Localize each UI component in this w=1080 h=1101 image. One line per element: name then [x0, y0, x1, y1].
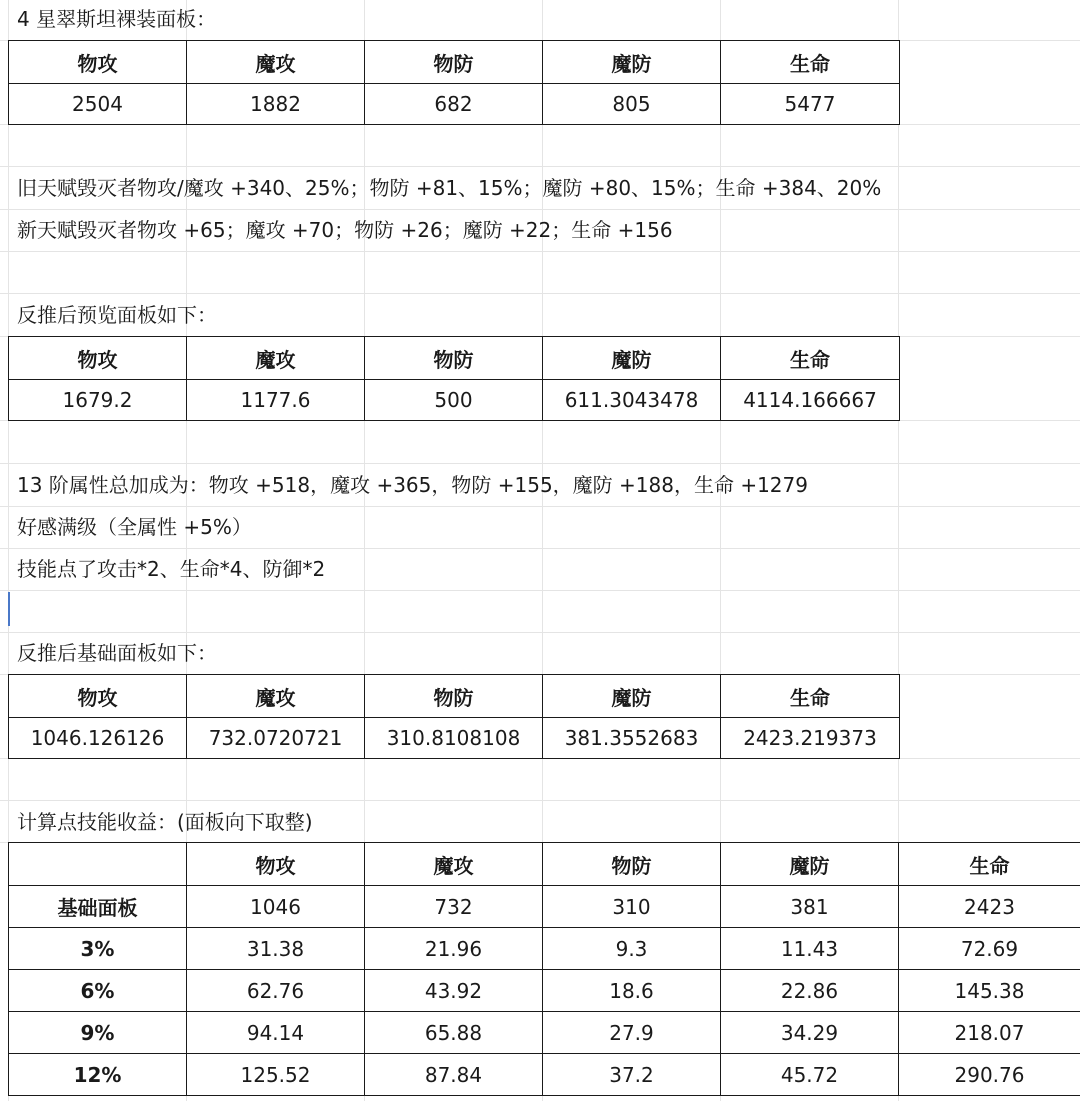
value-cell: 1679.2 [9, 380, 187, 421]
header-cell-phys-def: 物防 [365, 337, 543, 380]
grid-line [0, 800, 1080, 801]
header-cell-mag-def: 魔防 [543, 41, 721, 84]
table-row [9, 380, 900, 421]
value-cell: 4114.166667 [721, 380, 900, 421]
header-cell-phys-def: 物防 [365, 675, 543, 718]
header-cell-hp: 生命 [721, 337, 900, 380]
grid-line [0, 166, 1080, 167]
table-row [9, 1054, 1080, 1096]
table-row [9, 970, 1080, 1012]
value-cell: 1046.126126 [9, 718, 187, 759]
header-cell-mag-def: 魔防 [543, 337, 721, 380]
preview-panel-title: 反推后预览面板如下： [17, 303, 217, 327]
value-cell: 5477 [721, 84, 900, 125]
skill-points-note: 技能点了攻击*2、生命*4、防御*2 [17, 557, 326, 581]
header-cell-phys-def: 物防 [543, 843, 721, 886]
table-row [9, 84, 900, 125]
table-row [9, 928, 1080, 970]
value-cell: 145.38 [899, 970, 1080, 1012]
old-talent-note: 旧天赋毁灭者物攻/魔攻 +340、25%；物防 +81、15%；魔防 +80、15%；生命 +384、20% [17, 176, 882, 200]
value-cell: 65.88 [365, 1012, 543, 1054]
header-cell-phys-def: 物防 [365, 41, 543, 84]
grid-line [0, 506, 1080, 507]
value-cell: 37.2 [543, 1054, 721, 1096]
header-cell-phys-atk: 物攻 [9, 337, 187, 380]
table-header-row [9, 675, 900, 718]
header-cell-mag-atk: 魔攻 [365, 843, 543, 886]
value-cell: 2423 [899, 886, 1080, 928]
value-cell: 381.3552683 [543, 718, 721, 759]
grid-line [0, 463, 1080, 464]
table-header-row [9, 337, 900, 380]
header-cell-mag-def: 魔防 [543, 675, 721, 718]
row-label: 3% [9, 928, 187, 970]
value-cell: 611.3043478 [543, 380, 721, 421]
value-cell: 125.52 [187, 1054, 365, 1096]
value-cell: 45.72 [721, 1054, 899, 1096]
header-cell-hp: 生命 [899, 843, 1080, 886]
table-row [9, 1012, 1080, 1054]
value-cell: 18.6 [543, 970, 721, 1012]
value-cell: 805 [543, 84, 721, 125]
value-cell: 1882 [187, 84, 365, 125]
grid-line [0, 209, 1080, 210]
value-cell: 732 [365, 886, 543, 928]
value-cell: 72.69 [899, 928, 1080, 970]
value-cell: 9.3 [543, 928, 721, 970]
bare-panel-title: 4 星翠斯坦裸装面板： [17, 7, 217, 31]
skill-gain-table [8, 842, 1080, 1096]
header-cell-phys-atk: 物攻 [187, 843, 365, 886]
value-cell: 1046 [187, 886, 365, 928]
new-talent-note: 新天赋毁灭者物攻 +65；魔攻 +70；物防 +26；魔防 +22；生命 +156 [17, 218, 673, 242]
header-cell-hp: 生命 [721, 41, 900, 84]
header-cell-mag-atk: 魔攻 [187, 675, 365, 718]
row-label: 9% [9, 1012, 187, 1054]
grid-line [0, 293, 1080, 294]
row-label: 基础面板 [9, 886, 187, 928]
value-cell: 94.14 [187, 1012, 365, 1054]
corner-cell [9, 843, 187, 886]
bare-panel-table [8, 40, 900, 125]
header-cell-mag-atk: 魔攻 [187, 337, 365, 380]
value-cell: 62.76 [187, 970, 365, 1012]
header-cell-hp: 生命 [721, 675, 900, 718]
header-cell-mag-atk: 魔攻 [187, 41, 365, 84]
table-row [9, 718, 900, 759]
grid-line [0, 548, 1080, 549]
value-cell: 2423.219373 [721, 718, 900, 759]
value-cell: 310 [543, 886, 721, 928]
grid-line [0, 590, 1080, 591]
row-label: 6% [9, 970, 187, 1012]
base-panel-table [8, 674, 900, 759]
value-cell: 2504 [9, 84, 187, 125]
value-cell: 31.38 [187, 928, 365, 970]
value-cell: 87.84 [365, 1054, 543, 1096]
value-cell: 310.8108108 [365, 718, 543, 759]
row-label: 12% [9, 1054, 187, 1096]
value-cell: 43.92 [365, 970, 543, 1012]
value-cell: 21.96 [365, 928, 543, 970]
value-cell: 381 [721, 886, 899, 928]
stage-bonus-note: 13 阶属性总加成为：物攻 +518，魔攻 +365，物防 +155，魔防 +188，生命 +1279 [17, 473, 808, 497]
value-cell: 500 [365, 380, 543, 421]
value-cell: 290.76 [899, 1054, 1080, 1096]
value-cell: 732.0720721 [187, 718, 365, 759]
preview-panel-table [8, 336, 900, 421]
table-header-row [9, 41, 900, 84]
value-cell: 1177.6 [187, 380, 365, 421]
grid-line [0, 632, 1080, 633]
value-cell: 218.07 [899, 1012, 1080, 1054]
table-header-row [9, 843, 1080, 886]
header-cell-mag-def: 魔防 [721, 843, 899, 886]
value-cell: 34.29 [721, 1012, 899, 1054]
value-cell: 27.9 [543, 1012, 721, 1054]
skill-gain-title: 计算点技能收益：(面板向下取整) [17, 810, 313, 834]
grid-line [0, 251, 1080, 252]
base-panel-title: 反推后基础面板如下： [17, 641, 217, 665]
header-cell-phys-atk: 物攻 [9, 41, 187, 84]
value-cell: 682 [365, 84, 543, 125]
value-cell: 11.43 [721, 928, 899, 970]
header-cell-phys-atk: 物攻 [9, 675, 187, 718]
table-row [9, 886, 1080, 928]
cell-cursor [8, 592, 10, 626]
affinity-note: 好感满级（全属性 +5%） [17, 515, 252, 539]
value-cell: 22.86 [721, 970, 899, 1012]
